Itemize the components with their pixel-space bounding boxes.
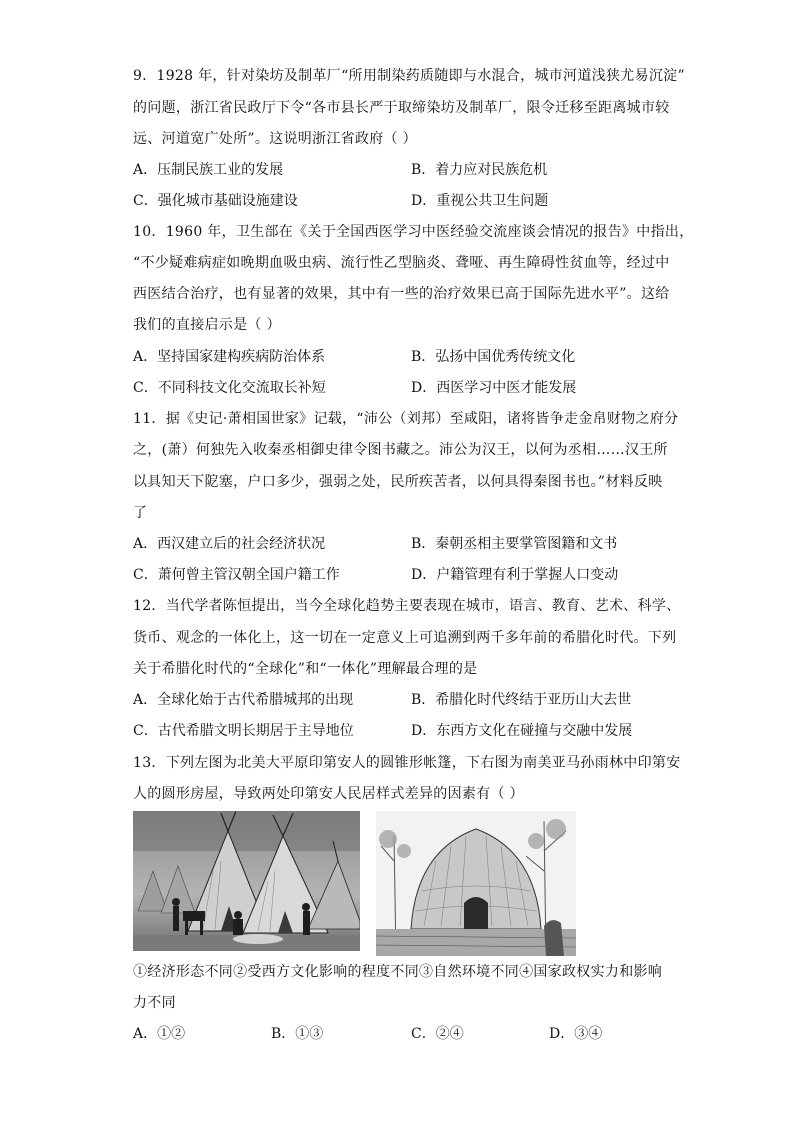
q10-line-3: 西医结合治疗，也有显著的效果，其中有一些的治疗效果已高于国际先进水平”。这给	[133, 286, 670, 302]
q11-option-a: A．西汉建立后的社会经济状况	[133, 536, 326, 552]
q11-option-d: D．户籍管理有利于掌握人口变动	[411, 567, 619, 583]
q13-option-a: A．①②	[133, 1026, 186, 1042]
q11-option-c: C．萧何曾主管汉朝全国户籍工作	[133, 567, 340, 583]
q10-option-c: C．不同科技文化交流取长补短	[133, 380, 326, 396]
q11-option-b: B．秦朝丞相主要掌管图籍和文书	[411, 536, 618, 552]
round-hut-engraving-image	[376, 811, 576, 956]
q12-option-b: B．希腊化时代终结于亚历山大去世	[411, 692, 632, 708]
q10-line-1: 10．1960 年，卫生部在《关于全国西医学习中医经验交流座谈会情况的报告》中指出，	[133, 224, 694, 240]
q12-line-3: 关于希腊化时代的“全球化”和“一体化”理解最合理的是	[133, 661, 478, 677]
q12-option-a: A．全球化始于古代希腊城邦的出现	[133, 692, 354, 708]
q12-option-c: C．古代希腊文明长期居于主导地位	[133, 723, 354, 739]
q10-line-2: “不少疑难病症如晚期血吸虫病、流行性乙型脑炎、聋哑、再生障碍性贫血等，经过中	[133, 255, 670, 271]
q13-option-d: D．③④	[549, 1026, 603, 1042]
q9-option-d: D．重视公共卫生问题	[411, 193, 549, 209]
q11-line-2: 之，(萧）何独先入收秦丞相御史律令图书藏之。沛公为汉王，以何为丞相……汉王所	[133, 442, 668, 458]
tepee-engraving-image	[133, 811, 360, 951]
q10-line-4: 我们的直接启示是（ ）	[133, 317, 281, 333]
round-hut-engraving-svg	[376, 811, 576, 956]
q13-option-b: B．①③	[271, 1026, 324, 1042]
q12-line-1: 12．当代学者陈恒提出，当今全球化趋势主要表现在城市，语言、教育、艺术、科学、	[133, 598, 681, 614]
q13-statements-line-2: 力不同	[133, 995, 176, 1011]
q9-line-2: 的问题，浙江省民政厅下令“各市县长严于取缔染坊及制革厂，限令迁移至距离城市较	[133, 100, 670, 116]
q12-line-2: 货币、观念的一体化上，这一切在一定意义上可追溯到两千多年前的希腊化时代。下列	[133, 630, 677, 646]
q12-option-d: D．东西方文化在碰撞与交融中发展	[411, 723, 633, 739]
q11-line-1: 11．据《史记·萧相国世家》记载，“沛公（刘邦）至咸阳，诸将皆争走金帛财物之府分	[133, 411, 679, 427]
q13-option-c: C．②④	[411, 1026, 464, 1042]
q13-line-1: 13．下列左图为北美大平原印第安人的圆锥形帐篷，下右图为南美亚马孙雨林中印第安	[133, 755, 681, 771]
q11-line-3: 以具知天下阸塞，户口多少，强弱之处，民所疾苦者，以何具得秦图书也。”材料反映	[133, 474, 663, 490]
q9-line-1: 9．1928 年，针对染坊及制革厂“所用制染药质随即与水混合，城市河道浅狭尤易沉淀”	[133, 68, 685, 84]
q10-option-d: D．西医学习中医才能发展	[411, 380, 577, 396]
q9-line-3: 远、河道宽广处所”。这说明浙江省政府（ ）	[133, 131, 417, 147]
q10-option-a: A．坚持国家建构疾病防治体系	[133, 349, 326, 365]
q9-option-c: C．强化城市基础设施建设	[133, 193, 298, 209]
tepee-engraving-svg	[133, 811, 360, 951]
q10-option-b: B．弘扬中国优秀传统文化	[411, 349, 576, 365]
q9-option-b: B．着力应对民族危机	[411, 162, 548, 178]
q13-statements-line-1: ①经济形态不同②受西方文化影响的程度不同③自然环境不同④国家政权实力和影响	[133, 964, 663, 980]
q11-line-4: 了	[133, 505, 148, 521]
q9-option-a: A．压制民族工业的发展	[133, 162, 284, 178]
q13-line-2: 人的圆形房屋，导致两处印第安人民居样式差异的因素有（ ）	[133, 786, 524, 802]
